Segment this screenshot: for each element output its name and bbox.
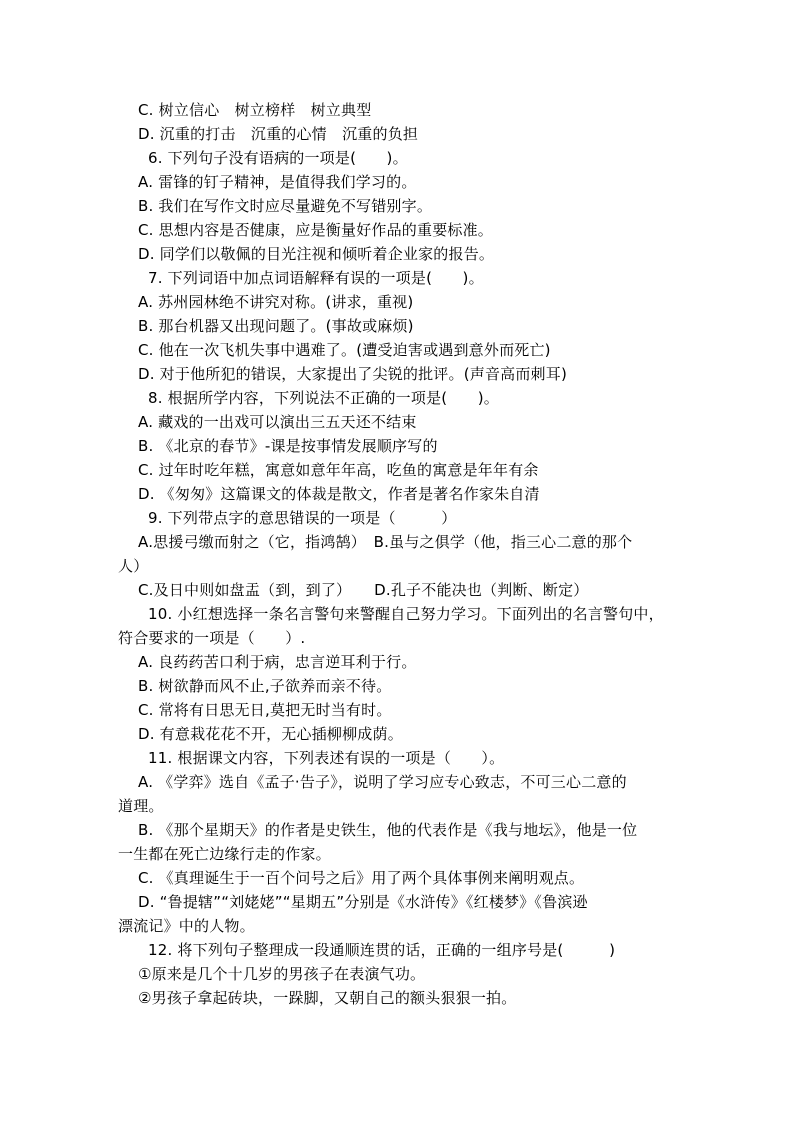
q11-option-d-continued: 漂流记》中的人物。 [118,917,255,935]
q7-stem: 7. 下列词语中加点词语解释有误的一项是( )。 [148,269,484,287]
q6-option-c: C. 思想内容是否健康，应是衡量好作品的重要标准。 [138,221,494,239]
q12-sentence-1: ①原来是几个十几岁的男孩子在表演气功。 [138,965,426,983]
q12-sentence-2: ②男孩子拿起砖块，一跺脚，又朝自己的额头狠狠一拍。 [138,989,517,1007]
q11-option-d: D. “鲁提辖”“刘姥姥”“星期五”分别是《水浒传》《红楼梦》《鲁滨逊 [138,893,588,911]
q7-option-c: C. 他在一次飞机失事中遇难了。(遭受迫害或遇到意外而死亡) [138,341,551,359]
q10-option-a: A. 良药药苦口利于病，忠言逆耳利于行。 [138,653,417,671]
q7-option-d: D. 对于他所犯的错误，大家提出了尖锐的批评。(声音高而刺耳) [138,365,567,383]
q6-option-b: B. 我们在写作文时应尽量避免不写错别字。 [138,197,433,215]
q8-option-d: D. 《匆匆》这篇课文的体裁是散文，作者是著名作家朱自清 [138,485,540,503]
q9-stem: 9. 下列带点字的意思错误的一项是（ ） [148,509,457,527]
q11-stem: 11. 根据课文内容，下列表述有误的一项是（ ）。 [148,749,505,767]
q5-option-d: D. 沉重的打击 沉重的心情 沉重的负担 [138,125,419,143]
q12-stem: 12. 将下列句子整理成一段通顺连贯的话，正确的一组序号是( ) [148,941,616,959]
q11-option-b: B. 《那个星期天》的作者是史铁生，他的代表作是《我与地坛》，他是一位 [138,821,638,839]
q11-option-a-continued: 道理。 [118,797,164,815]
q6-stem: 6. 下列句子没有语病的一项是( )。 [148,149,408,167]
q10-option-c: C. 常将有日思无日,莫把无时当有时。 [138,701,392,719]
q10-option-d: D. 有意栽花花不开，无心插柳柳成荫。 [138,725,403,743]
q6-option-d: D. 同学们以敬佩的目光注视和倾听着企业家的报告。 [138,245,495,263]
q9-options-cd: C.及日中则如盘盂（到，到了） D.孔子不能决也（判断、断定） [138,581,589,599]
q8-stem: 8. 根据所学内容，下列说法不正确的一项是( )。 [148,389,499,407]
q10-stem: 10. 小红想选择一条名言警句来警醒自己努力学习。下面列出的名言警句中， [148,605,664,623]
q8-option-c: C. 过年时吃年糕，寓意如意年年高，吃鱼的寓意是年年有余 [138,461,539,479]
q11-option-c: C. 《真理诞生于一百个问号之后》用了两个具体事例来阐明观点。 [138,869,585,887]
q11-option-a: A. 《学弈》选自《孟子·告子》，说明了学习应专心致志，不可三心二意的 [138,773,627,791]
q10-option-b: B. 树欲静而风不止,子欲养而亲不待。 [138,677,392,695]
q9-options-ab: A.思援弓缴而射之（它，指鸿鹄） B.虽与之俱学（他，指三心二意的那个 [138,533,633,551]
q6-option-a: A. 雷锋的钉子精神，是值得我们学习的。 [138,173,417,191]
q7-option-a: A. 苏州园林绝不讲究对称。(讲求，重视) [138,293,414,311]
q11-option-b-continued: 一生都在死亡边缘行走的作家。 [118,845,331,863]
q7-option-b: B. 那台机器又出现问题了。(事故或麻烦) [138,317,414,335]
q8-option-b: B. 《北京的春节》-课是按事情发展顺序写的 [138,437,438,455]
q9-options-ab-continued: 人） [118,557,149,575]
q5-option-c: C. 树立信心 树立榜样 树立典型 [138,101,372,119]
q10-stem-continued: 符合要求的一项是（ ）. [118,629,306,647]
q8-option-a: A. 藏戏的一出戏可以演出三五天还不结束 [138,413,417,431]
